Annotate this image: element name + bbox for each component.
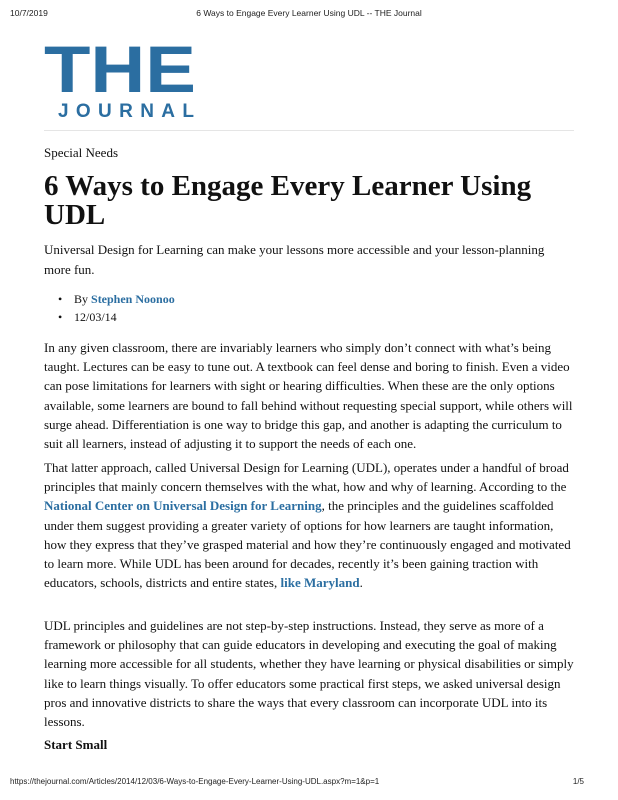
article-dek: Universal Design for Learning can make your lessons more accessible and your lesson-planning more fun. bbox=[44, 242, 545, 277]
author-link[interactable]: Stephen Noonoo bbox=[91, 292, 175, 306]
page-number: 1/5 bbox=[572, 777, 584, 786]
logo-word-bottom: JOURNAL bbox=[58, 101, 194, 118]
section-heading: Start Small bbox=[44, 737, 108, 752]
header-divider bbox=[44, 130, 574, 131]
bullet-icon: • bbox=[58, 292, 63, 306]
article-paragraph-1: In any given classroom, there are invariably learners who simply don’t connect with what’s being taught. Lectures can be easy to tune out. A textbook can feel dense and boring to finish. Even a video can pose limitations for learners with sight or hearing difficulties. When these are the only options available, some learners are bound to fall behind without requesting special support, while others will surge ahead. Differentiation is one way to bridge this gap, and another is adapting the curriculum to suit all learners, instead of adjusting it to support the needs of each one. bbox=[44, 340, 573, 452]
the-journal-logo[interactable] bbox=[44, 34, 204, 118]
paragraph-2-text-a: That latter approach, called Universal Design for Learning (UDL), operates under a handful of broad principles that mainly concern themselves with the what, how and why of learning. According to the bbox=[44, 460, 569, 495]
article-paragraph-2 bbox=[44, 458, 574, 592]
byline bbox=[58, 290, 175, 308]
publish-date-text: 12/03/14 bbox=[74, 310, 117, 324]
article-title: 6 Ways to Engage Every Learner Using UDL bbox=[44, 170, 532, 231]
logo-graphic bbox=[44, 34, 204, 118]
maryland-link[interactable]: like Maryland bbox=[280, 575, 360, 591]
udl-center-link[interactable]: National Center on Universal Design for Learning bbox=[44, 498, 322, 514]
print-title: 6 Ways to Engage Every Learner Using UDL -- THE Journal bbox=[196, 8, 422, 18]
paragraph-2-text-b: , the principles and the guidelines scaffolded under them suggest providing a greater variety of options for how learners are taught information, how they express that they’ve grasped material and how they’re continuously engaged and motivated to learn more. While UDL has been around for decades, recently it’s been gaining traction with educators, schools, districts and entire states, bbox=[44, 498, 571, 591]
logo-word-top: THE bbox=[44, 34, 196, 106]
article-meta bbox=[58, 290, 175, 326]
publish-date bbox=[58, 308, 175, 326]
paragraph-2-text-c: . bbox=[359, 575, 363, 591]
bullet-icon: • bbox=[58, 310, 63, 324]
print-url: https://thejournal.com/Articles/2014/12/03/6-Ways-to-Engage-Every-Learner-Using-UDL.aspx?m=1&p=1 bbox=[10, 777, 380, 786]
byline-prefix: By bbox=[74, 292, 92, 306]
article-category[interactable]: Special Needs bbox=[44, 145, 119, 160]
article-paragraph-3: UDL principles and guidelines are not step-by-step instructions. Instead, they serve as more of a framework or philosophy that can guide educators in developing and executing the goal of making learning more accessible for all students, whether they have learning or physical disabilities or simply like to learn things visually. To offer educators some practical first steps, we asked universal design pros and innovative districts to share the ways that every classroom can incorporate UDL into its lessons. bbox=[44, 618, 574, 730]
print-date: 10/7/2019 bbox=[10, 8, 48, 18]
